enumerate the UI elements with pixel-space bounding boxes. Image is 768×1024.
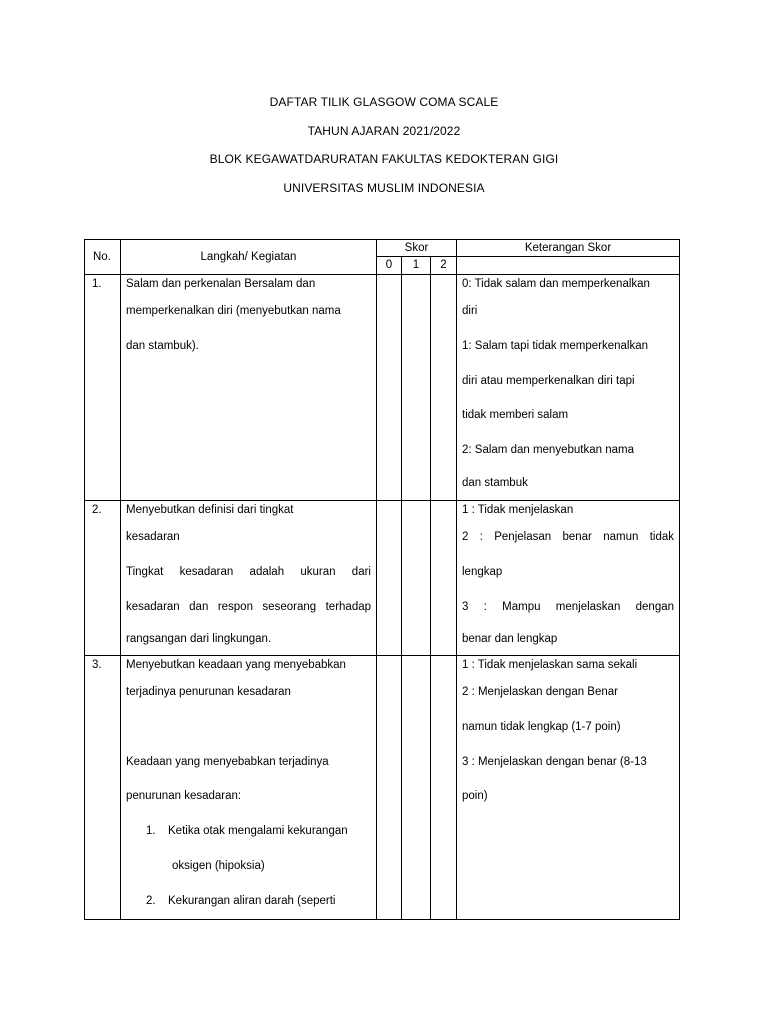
step-line: kesadaran (126, 531, 180, 543)
step-line: dan stambuk). (126, 339, 199, 352)
step-line: kesadaran dan respon seseorang terhadap (126, 600, 371, 613)
ket-line: 3 : Menjelaskan dengan benar (8-13 (462, 755, 647, 768)
row-keterangan (457, 656, 680, 920)
row-step (121, 656, 377, 920)
ket-line: 1 : Tidak menjelaskan (462, 504, 574, 516)
title-line-4: UNIVERSITAS MUSLIM INDONESIA (283, 180, 485, 195)
row-keterangan (457, 501, 680, 656)
step-line: memperkenalkan diri (menyebutkan nama (126, 305, 341, 317)
header-score-1: 1 (402, 257, 431, 275)
list-item-number: 1. (146, 825, 156, 838)
header-score-0: 0 (377, 257, 402, 275)
ket-line: 2 : Menjelaskan dengan Benar (462, 686, 618, 698)
ket-line: lengkap (462, 565, 503, 578)
header-step: Langkah/ Kegiatan (121, 240, 377, 275)
list-item (126, 884, 371, 919)
document-header (0, 92, 768, 206)
row-number: 2. (85, 501, 121, 656)
title-line-1: DAFTAR TILIK GLASGOW COMA SCALE (269, 95, 499, 109)
header-keterangan: Keterangan Skor (457, 240, 680, 257)
ket-line: dan stambuk (462, 476, 528, 489)
ket-line: poin) (462, 790, 488, 803)
ket-line: 1: Salam tapi tidak memperkenalkan (462, 339, 649, 352)
table-header-row (85, 240, 680, 257)
step-line: terjadinya penurunan kesadaran (126, 686, 291, 698)
header-skor: Skor (377, 240, 457, 257)
table-row (85, 656, 680, 920)
step-line: Tingkat kesadaran adalah ukuran dari (126, 565, 371, 578)
ket-line: tidak memberi salam (462, 409, 569, 422)
header-score-2: 2 (431, 257, 457, 275)
ket-line: 2: Salam dan menyebutkan nama (462, 444, 634, 457)
score-cell-1[interactable] (402, 501, 431, 656)
ket-line: 0: Tidak salam dan memperkenalkan (462, 278, 650, 290)
step-line: Keadaan yang menyebabkan terjadinya (126, 755, 329, 768)
step-line: Salam dan perkenalan Bersalam dan (126, 278, 316, 290)
ket-line: diri atau memperkenalkan diri tapi (462, 374, 635, 387)
ket-line: 3 : Mampu menjelaskan dengan (462, 600, 674, 613)
score-cell-0[interactable] (377, 656, 402, 920)
step-line: penurunan kesadaran: (126, 790, 242, 803)
score-cell-0[interactable] (377, 501, 402, 656)
title-line-3: BLOK KEGAWATDARURATAN FAKULTAS KEDOKTERAN GIGI (209, 152, 559, 166)
score-cell-2[interactable] (431, 275, 457, 501)
spacer (126, 710, 371, 745)
list-item-continuation: oksigen (hipoksia) (172, 859, 265, 872)
ket-line: 2 : Penjelasan benar namun tidak (462, 531, 674, 543)
step-line: Menyebutkan definisi dari tingkat (126, 504, 294, 516)
row-number: 3. (85, 656, 121, 920)
row-step (121, 501, 377, 656)
score-cell-2[interactable] (431, 656, 457, 920)
checklist-table (84, 239, 680, 920)
score-cell-0[interactable] (377, 275, 402, 501)
table-row (85, 275, 680, 501)
row-number: 1. (85, 275, 121, 501)
ket-line: namun tidak lengkap (1-7 poin) (462, 720, 621, 733)
list-item (126, 814, 371, 849)
score-cell-1[interactable] (402, 275, 431, 501)
row-keterangan (457, 275, 680, 501)
header-no: No. (85, 240, 121, 275)
ket-line: benar dan lengkap (462, 633, 558, 646)
score-cell-2[interactable] (431, 501, 457, 656)
step-line: Menyebutkan keadaan yang menyebabkan (126, 659, 346, 671)
list-item-text: Ketika otak mengalami kekurangan (168, 825, 348, 838)
ket-line: diri (462, 305, 478, 317)
step-line: rangsangan dari lingkungan. (126, 633, 272, 646)
ket-line: 1 : Tidak menjelaskan sama sekali (462, 659, 638, 671)
row-step (121, 275, 377, 501)
title-line-2: TAHUN AJARAN 2021/2022 (307, 123, 461, 138)
list-item-number: 2. (146, 894, 156, 907)
header-keterangan-blank (457, 257, 680, 275)
score-cell-1[interactable] (402, 656, 431, 920)
list-item-text: Kekurangan aliran darah (seperti (168, 894, 336, 907)
table-row (85, 501, 680, 656)
